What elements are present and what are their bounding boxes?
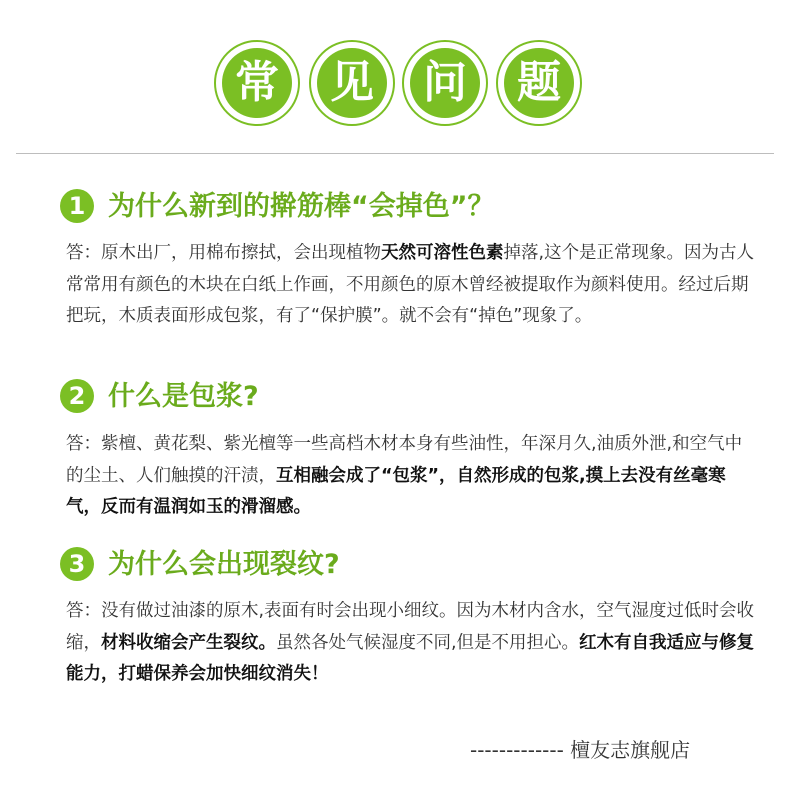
title-char-2: 见 xyxy=(317,48,387,118)
faq-3-answer-bold-1: 材料收缩会产生裂纹。 xyxy=(101,632,276,653)
faq-3-question: 为什么会出现裂纹? xyxy=(108,549,340,580)
faq-2-answer xyxy=(66,429,756,524)
faq-2-number-badge: 2 xyxy=(60,379,94,413)
title-char-3: 问 xyxy=(410,48,480,118)
title-circle-3 xyxy=(402,40,488,126)
faq-2-question: 什么是包浆? xyxy=(108,381,259,412)
title-banner xyxy=(0,40,790,126)
faq-1-answer-text-2: 掉落,这个是正常现象。因为古人常常用有颜色的木块在白纸上作画，不用颜色的原木曾经被提取作为颜料使用。经过后期把玩，木质表面形成包浆，有了“保护膜”。就不会有“掉色”现象了。 xyxy=(66,243,755,326)
title-char-1: 常 xyxy=(222,48,292,118)
faq-2-answer-bold-1: 互相融会成了“包浆”，自然形成的包浆,摸上去没有丝毫寒气，反而有温润如玉的滑溜感。 xyxy=(66,465,726,517)
faq-3-answer-text-1: 答：没有做过油漆的原木,表面有时会出现小细纹。因为木材内含水，空气湿度过低时会收缩， xyxy=(66,601,755,653)
faq-3-answer xyxy=(66,596,756,691)
faq-3-number-badge: 3 xyxy=(60,547,94,581)
store-signature: ------------- 檀友志旗舰店 xyxy=(470,738,691,762)
title-circle-4 xyxy=(496,40,582,126)
faq-1-number-badge: 1 xyxy=(60,189,94,223)
faq-2-answer-text-1: 答：紫檀、黄花梨、紫光檀等一些高档木材本身有些油性，年深月久,油质外泄,和空气中的尘土、人们触摸的汗渍， xyxy=(66,434,743,486)
faq-3-answer-bold-2: 红木有自我适应与修复能力，打蜡保养会加快细纹消失！ xyxy=(66,632,755,684)
faq-3-answer-text-2: 虽然各处气候湿度不同,但是不用担心。 xyxy=(276,632,580,653)
divider-line xyxy=(16,153,774,154)
title-circle-1 xyxy=(214,40,300,126)
title-char-4: 题 xyxy=(504,48,574,118)
faq-1-answer-bold-1: 天然可溶性色素 xyxy=(381,243,504,263)
faq-1-question: 为什么新到的擀筋棒“会掉色”？ xyxy=(108,191,495,222)
faq-1-answer xyxy=(66,238,756,333)
title-circle-2 xyxy=(309,40,395,126)
faq-1-answer-text-1: 答：原木出厂，用棉布擦拭，会出现植物 xyxy=(66,243,381,263)
